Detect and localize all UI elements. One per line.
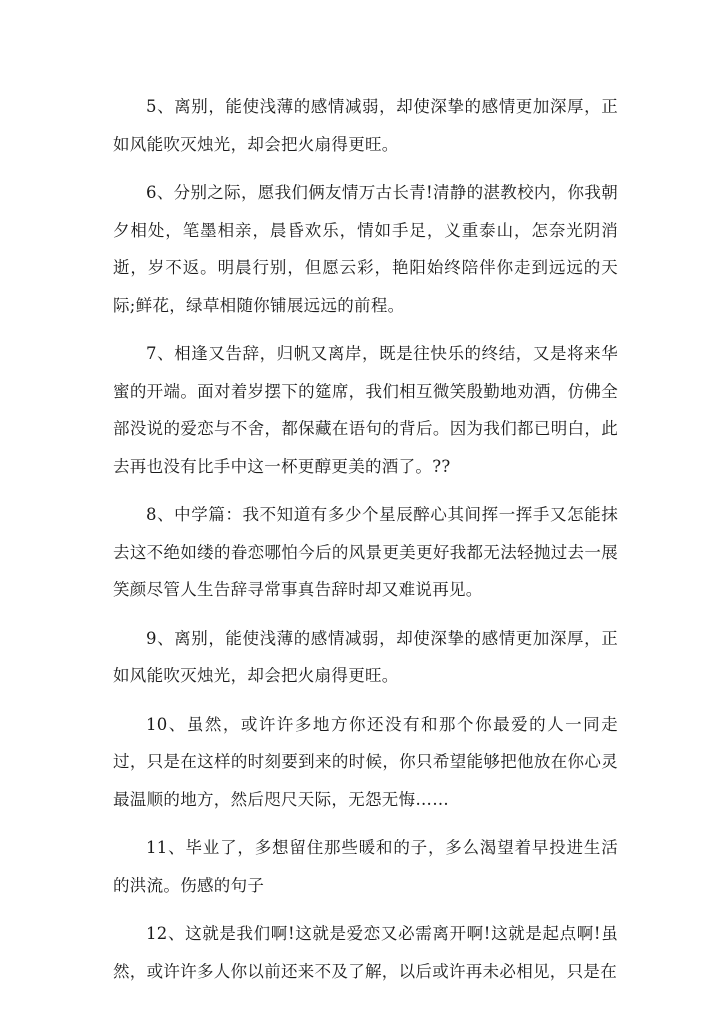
paragraph-6: 6、分别之际，愿我们俩友情万古长青!清静的湛教校内，你我朝夕相处，笔墨相亲，晨昏欢乐，情如手足，义重泰山，怎奈光阴消逝，岁不返。明晨行别，但愿云彩，艳阳始终陪伴你走到远远的天际;鲜花，绿草相随你铺展远远的前程。 <box>113 183 618 315</box>
paragraph-7: 7、相逢又告辞，归帆又离岸，既是往快乐的终结，又是将来华蜜的开端。面对着岁摆下的筵席，我们相互微笑殷勤地劝酒，仿佛全部没说的爱恋与不舍，都保藏在语句的背后。因为我们都已明白，此去再也没有比手中这一杯更醇更美的酒了。?? <box>113 344 618 476</box>
paragraph-5: 5、离别，能使浅薄的感情减弱，却使深挚的感情更加深厚，正如风能吹灭烛光，却会把火扇得更旺。 <box>113 97 618 154</box>
paragraph-12: 12、这就是我们啊!这就是爱恋又必需离开啊!这就是起点啊!虽然，或许许多人你以前还来不及了解，以后或许再未必相见，只是在 <box>113 924 618 981</box>
paragraph-11: 11、毕业了，多想留住那些暖和的子，多么渴望着早投进生活的洪流。伤感的句子 <box>113 838 618 895</box>
paragraph-8: 8、中学篇：我不知道有多少个星辰醉心其间挥一挥手又怎能抹去这不绝如缕的眷恋哪怕今后的风景更美更好我都无法轻抛过去一展笑颜尽管人生告辞寻常事真告辞时却又难说再见。 <box>113 505 618 599</box>
paragraph-9: 9、离别，能使浅薄的感情减弱，却使深挚的感情更加深厚，正如风能吹灭烛光，却会把火扇得更旺。 <box>113 628 618 685</box>
paragraph-10: 10、虽然，或许许多地方你还没有和那个你最爱的人一同走过，只是在这样的时刻要到来的时候，你只希望能够把他放在你心灵最温顺的地方，然后咫尺天际，无怨无悔…… <box>113 714 618 809</box>
document-body <box>113 88 618 1001</box>
